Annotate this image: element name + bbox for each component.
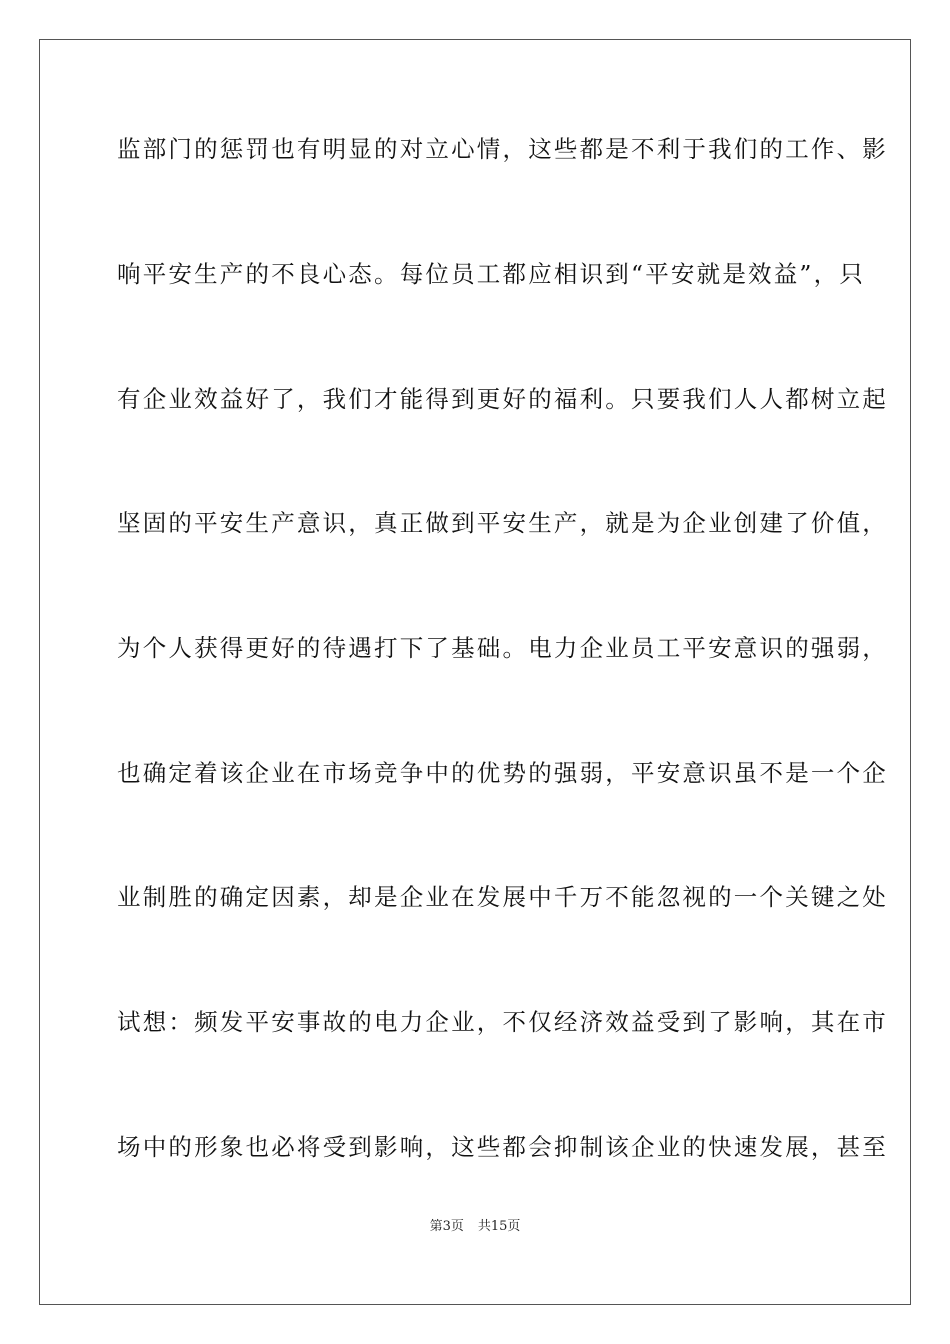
paragraph-line: 试想：频发平安事故的电力企业，不仅经济效益受到了影响，其在市 [117, 1008, 888, 1036]
page-border [39, 39, 911, 1305]
paragraph-line: 有企业效益好了，我们才能得到更好的福利。只要我们人人都树立起 [117, 385, 888, 413]
page-number: 第3页 [429, 1219, 464, 1234]
paragraph-line: 为个人获得更好的待遇打下了基础。电力企业员工平安意识的强弱， [117, 634, 888, 662]
paragraph-line: 响平安生产的不良心态。每位员工都应相识到“平安就是效益”，只 [117, 260, 866, 288]
paragraph-line: 也确定着该企业在市场竞争中的优势的强弱，平安意识虽不是一个企 [117, 759, 888, 787]
paragraph-line: 业制胜的确定因素，却是企业在发展中千万不能忽视的一个关键之处 [117, 883, 888, 911]
total-pages: 共15页 [477, 1219, 521, 1234]
paragraph-line: 场中的形象也必将受到影响，这些都会抑制该企业的快速发展，甚至 [117, 1133, 888, 1161]
page-footer [0, 1218, 950, 1236]
paragraph-line: 监部门的惩罚也有明显的对立心情，这些都是不利于我们的工作、影 [117, 135, 888, 163]
paragraph-line: 坚固的平安生产意识，真正做到平安生产，就是为企业创建了价值， [117, 509, 888, 537]
